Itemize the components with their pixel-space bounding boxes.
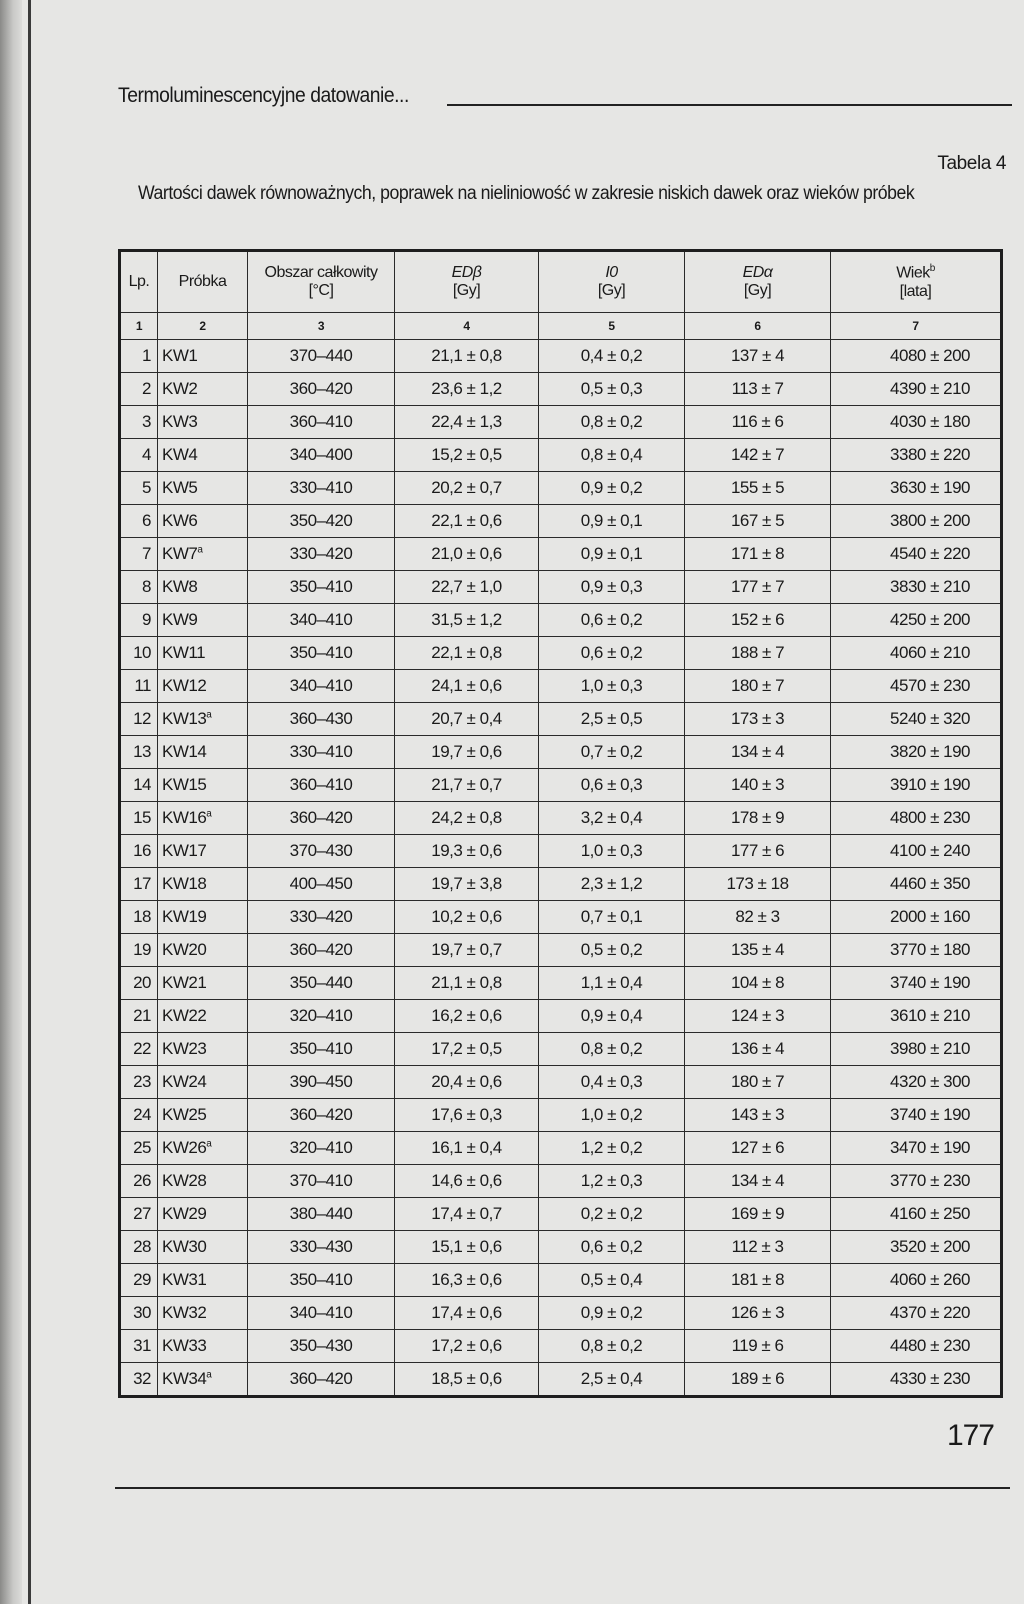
row-age: 4060 ± 210 bbox=[831, 637, 1002, 670]
row-i0: 0,8 ± 0,2 bbox=[539, 1033, 685, 1066]
row-lp: 32 bbox=[120, 1363, 158, 1397]
footer-rule bbox=[115, 1487, 1010, 1489]
row-eda: 178 ± 9 bbox=[685, 802, 831, 835]
table-row bbox=[120, 1231, 1002, 1264]
row-i0: 0,2 ± 0,2 bbox=[539, 1198, 685, 1231]
row-lp: 19 bbox=[120, 934, 158, 967]
row-eda: 171 ± 8 bbox=[685, 538, 831, 571]
row-edb: 21,0 ± 0,6 bbox=[395, 538, 539, 571]
row-i0: 0,4 ± 0,3 bbox=[539, 1066, 685, 1099]
table-row bbox=[120, 1297, 1002, 1330]
row-lp: 15 bbox=[120, 802, 158, 835]
row-lp: 29 bbox=[120, 1264, 158, 1297]
row-range: 390–450 bbox=[248, 1066, 395, 1099]
column-number-row bbox=[120, 313, 1002, 340]
row-sample: KW6 bbox=[158, 505, 248, 538]
row-age: 4800 ± 230 bbox=[831, 802, 1002, 835]
row-lp: 10 bbox=[120, 637, 158, 670]
row-sample: KW2 bbox=[158, 373, 248, 406]
row-range: 330–410 bbox=[248, 736, 395, 769]
row-age: 4540 ± 220 bbox=[831, 538, 1002, 571]
row-lp: 30 bbox=[120, 1297, 158, 1330]
row-age: 3610 ± 210 bbox=[831, 1000, 1002, 1033]
row-age: 4570 ± 230 bbox=[831, 670, 1002, 703]
row-range: 330–420 bbox=[248, 901, 395, 934]
row-age: 4080 ± 200 bbox=[831, 340, 1002, 373]
row-edb: 17,6 ± 0,3 bbox=[395, 1099, 539, 1132]
row-range: 350–420 bbox=[248, 505, 395, 538]
row-lp: 21 bbox=[120, 1000, 158, 1033]
table-row bbox=[120, 1165, 1002, 1198]
row-age: 2000 ± 160 bbox=[831, 901, 1002, 934]
row-i0: 1,0 ± 0,3 bbox=[539, 670, 685, 703]
row-eda: 137 ± 4 bbox=[685, 340, 831, 373]
row-i0: 0,4 ± 0,2 bbox=[539, 340, 685, 373]
header-rule bbox=[447, 104, 1012, 106]
row-range: 340–410 bbox=[248, 1297, 395, 1330]
row-edb: 17,2 ± 0,5 bbox=[395, 1033, 539, 1066]
row-eda: 116 ± 6 bbox=[685, 406, 831, 439]
row-sample: KW21 bbox=[158, 967, 248, 1000]
row-i0: 1,0 ± 0,3 bbox=[539, 835, 685, 868]
row-i0: 1,0 ± 0,2 bbox=[539, 1099, 685, 1132]
table-row bbox=[120, 1198, 1002, 1231]
row-age: 4250 ± 200 bbox=[831, 604, 1002, 637]
row-age: 3380 ± 220 bbox=[831, 439, 1002, 472]
row-i0: 0,6 ± 0,2 bbox=[539, 637, 685, 670]
table-row bbox=[120, 1363, 1002, 1397]
table-row bbox=[120, 340, 1002, 373]
page-number: 177 bbox=[946, 1419, 994, 1452]
table-row bbox=[120, 1330, 1002, 1363]
row-edb: 21,1 ± 0,8 bbox=[395, 967, 539, 1000]
row-i0: 3,2 ± 0,4 bbox=[539, 802, 685, 835]
row-i0: 0,9 ± 0,3 bbox=[539, 571, 685, 604]
table-body bbox=[120, 340, 1002, 1397]
row-sample: KW25 bbox=[158, 1099, 248, 1132]
header-sample: Próbka bbox=[158, 251, 248, 313]
row-sample: KW1 bbox=[158, 340, 248, 373]
row-eda: 143 ± 3 bbox=[685, 1099, 831, 1132]
row-range: 350–410 bbox=[248, 1033, 395, 1066]
row-edb: 17,4 ± 0,7 bbox=[395, 1198, 539, 1231]
row-edb: 20,4 ± 0,6 bbox=[395, 1066, 539, 1099]
table-row bbox=[120, 835, 1002, 868]
row-edb: 15,1 ± 0,6 bbox=[395, 1231, 539, 1264]
row-age: 3770 ± 230 bbox=[831, 1165, 1002, 1198]
row-eda: 169 ± 9 bbox=[685, 1198, 831, 1231]
header-edb: EDβ [Gy] bbox=[395, 251, 539, 313]
row-range: 360–420 bbox=[248, 1099, 395, 1132]
row-lp: 18 bbox=[120, 901, 158, 934]
row-i0: 0,7 ± 0,1 bbox=[539, 901, 685, 934]
row-lp: 5 bbox=[120, 472, 158, 505]
dose-age-table bbox=[118, 249, 1003, 1398]
row-age: 4060 ± 260 bbox=[831, 1264, 1002, 1297]
row-range: 340–410 bbox=[248, 670, 395, 703]
header-i0: I0 [Gy] bbox=[539, 251, 685, 313]
table-row bbox=[120, 571, 1002, 604]
row-sample: KW7$^a$ bbox=[158, 538, 248, 571]
table-row bbox=[120, 505, 1002, 538]
row-sample: KW16$^a$ bbox=[158, 802, 248, 835]
row-sample: KW11 bbox=[158, 637, 248, 670]
row-i0: 0,5 ± 0,4 bbox=[539, 1264, 685, 1297]
row-lp: 11 bbox=[120, 670, 158, 703]
footnote-marker: a bbox=[206, 709, 212, 721]
row-sample: KW9 bbox=[158, 604, 248, 637]
row-age: 4100 ± 240 bbox=[831, 835, 1002, 868]
row-age: 3980 ± 210 bbox=[831, 1033, 1002, 1066]
row-i0: 0,9 ± 0,1 bbox=[539, 538, 685, 571]
row-sample: KW24 bbox=[158, 1066, 248, 1099]
row-edb: 20,2 ± 0,7 bbox=[395, 472, 539, 505]
row-lp: 31 bbox=[120, 1330, 158, 1363]
row-lp: 14 bbox=[120, 769, 158, 802]
row-i0: 0,8 ± 0,4 bbox=[539, 439, 685, 472]
row-edb: 17,2 ± 0,6 bbox=[395, 1330, 539, 1363]
row-sample: KW5 bbox=[158, 472, 248, 505]
row-range: 320–410 bbox=[248, 1132, 395, 1165]
row-range: 360–420 bbox=[248, 1363, 395, 1397]
row-eda: 82 ± 3 bbox=[685, 901, 831, 934]
row-range: 400–450 bbox=[248, 868, 395, 901]
column-number: 5 bbox=[539, 313, 685, 340]
row-range: 340–400 bbox=[248, 439, 395, 472]
row-edb: 19,3 ± 0,6 bbox=[395, 835, 539, 868]
row-eda: 104 ± 8 bbox=[685, 967, 831, 1000]
row-age: 3830 ± 210 bbox=[831, 571, 1002, 604]
row-sample: KW3 bbox=[158, 406, 248, 439]
row-age: 3910 ± 190 bbox=[831, 769, 1002, 802]
row-age: 3740 ± 190 bbox=[831, 1099, 1002, 1132]
column-number: 4 bbox=[395, 313, 539, 340]
table-row bbox=[120, 439, 1002, 472]
row-edb: 22,7 ± 1,0 bbox=[395, 571, 539, 604]
running-head: Termoluminescencyjne datowanie... bbox=[118, 84, 409, 107]
table-row bbox=[120, 934, 1002, 967]
row-eda: 127 ± 6 bbox=[685, 1132, 831, 1165]
row-sample: KW14 bbox=[158, 736, 248, 769]
column-number: 1 bbox=[120, 313, 158, 340]
row-lp: 23 bbox=[120, 1066, 158, 1099]
table-row bbox=[120, 406, 1002, 439]
row-sample: KW13$^a$ bbox=[158, 703, 248, 736]
row-eda: 173 ± 3 bbox=[685, 703, 831, 736]
footnote-marker: a bbox=[206, 808, 212, 820]
row-eda: 152 ± 6 bbox=[685, 604, 831, 637]
row-i0: 0,6 ± 0,3 bbox=[539, 769, 685, 802]
row-range: 340–410 bbox=[248, 604, 395, 637]
footnote-marker: a bbox=[197, 544, 203, 556]
row-lp: 16 bbox=[120, 835, 158, 868]
row-lp: 17 bbox=[120, 868, 158, 901]
row-range: 380–440 bbox=[248, 1198, 395, 1231]
row-eda: 134 ± 4 bbox=[685, 736, 831, 769]
row-age: 3470 ± 190 bbox=[831, 1132, 1002, 1165]
row-eda: 134 ± 4 bbox=[685, 1165, 831, 1198]
row-lp: 27 bbox=[120, 1198, 158, 1231]
row-range: 330–420 bbox=[248, 538, 395, 571]
row-i0: 0,9 ± 0,4 bbox=[539, 1000, 685, 1033]
row-edb: 16,1 ± 0,4 bbox=[395, 1132, 539, 1165]
row-range: 360–410 bbox=[248, 406, 395, 439]
column-number: 7 bbox=[831, 313, 1002, 340]
row-sample: KW8 bbox=[158, 571, 248, 604]
row-range: 370–440 bbox=[248, 340, 395, 373]
table-row bbox=[120, 703, 1002, 736]
row-range: 360–420 bbox=[248, 373, 395, 406]
table-row bbox=[120, 472, 1002, 505]
table-row bbox=[120, 802, 1002, 835]
table-row bbox=[120, 736, 1002, 769]
row-lp: 12 bbox=[120, 703, 158, 736]
row-edb: 14,6 ± 0,6 bbox=[395, 1165, 539, 1198]
row-age: 3630 ± 190 bbox=[831, 472, 1002, 505]
row-lp: 4 bbox=[120, 439, 158, 472]
row-age: 3800 ± 200 bbox=[831, 505, 1002, 538]
row-eda: 135 ± 4 bbox=[685, 934, 831, 967]
row-edb: 17,4 ± 0,6 bbox=[395, 1297, 539, 1330]
row-eda: 142 ± 7 bbox=[685, 439, 831, 472]
table-caption: Wartości dawek równoważnych, poprawek na nieliniowość w zakresie niskich dawek oraz wieków próbek bbox=[138, 183, 915, 204]
row-i0: 0,5 ± 0,2 bbox=[539, 934, 685, 967]
row-edb: 19,7 ± 0,7 bbox=[395, 934, 539, 967]
row-lp: 8 bbox=[120, 571, 158, 604]
row-range: 350–430 bbox=[248, 1330, 395, 1363]
row-sample: KW31 bbox=[158, 1264, 248, 1297]
row-edb: 22,1 ± 0,8 bbox=[395, 637, 539, 670]
row-sample: KW12 bbox=[158, 670, 248, 703]
row-range: 360–410 bbox=[248, 769, 395, 802]
row-i0: 0,7 ± 0,2 bbox=[539, 736, 685, 769]
column-number: 6 bbox=[685, 313, 831, 340]
table-row bbox=[120, 637, 1002, 670]
row-sample: KW34$^a$ bbox=[158, 1363, 248, 1397]
table-row bbox=[120, 1066, 1002, 1099]
row-i0: 0,6 ± 0,2 bbox=[539, 604, 685, 637]
row-edb: 21,7 ± 0,7 bbox=[395, 769, 539, 802]
table-row bbox=[120, 1000, 1002, 1033]
row-edb: 31,5 ± 1,2 bbox=[395, 604, 539, 637]
row-lp: 20 bbox=[120, 967, 158, 1000]
row-edb: 21,1 ± 0,8 bbox=[395, 340, 539, 373]
row-eda: 119 ± 6 bbox=[685, 1330, 831, 1363]
row-sample: KW19 bbox=[158, 901, 248, 934]
row-range: 370–410 bbox=[248, 1165, 395, 1198]
row-eda: 126 ± 3 bbox=[685, 1297, 831, 1330]
row-age: 4370 ± 220 bbox=[831, 1297, 1002, 1330]
row-sample: KW15 bbox=[158, 769, 248, 802]
table-row bbox=[120, 769, 1002, 802]
row-range: 350–440 bbox=[248, 967, 395, 1000]
table-row bbox=[120, 967, 1002, 1000]
row-age: 4460 ± 350 bbox=[831, 868, 1002, 901]
row-lp: 7 bbox=[120, 538, 158, 571]
row-eda: 189 ± 6 bbox=[685, 1363, 831, 1397]
row-range: 350–410 bbox=[248, 1264, 395, 1297]
row-range: 360–420 bbox=[248, 802, 395, 835]
row-age: 3520 ± 200 bbox=[831, 1231, 1002, 1264]
row-eda: 188 ± 7 bbox=[685, 637, 831, 670]
row-eda: 113 ± 7 bbox=[685, 373, 831, 406]
row-range: 350–410 bbox=[248, 637, 395, 670]
header-eda: EDα [Gy] bbox=[685, 251, 831, 313]
row-age: 4330 ± 230 bbox=[831, 1363, 1002, 1397]
row-sample: KW30 bbox=[158, 1231, 248, 1264]
row-i0: 2,5 ± 0,4 bbox=[539, 1363, 685, 1397]
row-i0: 1,2 ± 0,2 bbox=[539, 1132, 685, 1165]
row-range: 320–410 bbox=[248, 1000, 395, 1033]
table-header-row bbox=[120, 251, 1002, 313]
column-number: 2 bbox=[158, 313, 248, 340]
row-sample: KW20 bbox=[158, 934, 248, 967]
margin-rule bbox=[28, 0, 31, 1604]
row-edb: 10,2 ± 0,6 bbox=[395, 901, 539, 934]
row-edb: 16,3 ± 0,6 bbox=[395, 1264, 539, 1297]
table-row bbox=[120, 901, 1002, 934]
row-lp: 22 bbox=[120, 1033, 158, 1066]
row-edb: 20,7 ± 0,4 bbox=[395, 703, 539, 736]
row-range: 350–410 bbox=[248, 571, 395, 604]
row-edb: 19,7 ± 3,8 bbox=[395, 868, 539, 901]
row-sample: KW28 bbox=[158, 1165, 248, 1198]
row-range: 330–410 bbox=[248, 472, 395, 505]
row-lp: 24 bbox=[120, 1099, 158, 1132]
row-edb: 16,2 ± 0,6 bbox=[395, 1000, 539, 1033]
row-edb: 22,4 ± 1,3 bbox=[395, 406, 539, 439]
row-eda: 140 ± 3 bbox=[685, 769, 831, 802]
row-eda: 180 ± 7 bbox=[685, 670, 831, 703]
row-range: 360–430 bbox=[248, 703, 395, 736]
row-i0: 0,5 ± 0,3 bbox=[539, 373, 685, 406]
row-age: 4030 ± 180 bbox=[831, 406, 1002, 439]
row-sample: KW4 bbox=[158, 439, 248, 472]
row-edb: 23,6 ± 1,2 bbox=[395, 373, 539, 406]
row-age: 4480 ± 230 bbox=[831, 1330, 1002, 1363]
book-spine-shadow bbox=[0, 0, 22, 1604]
header-lp: Lp. bbox=[120, 251, 158, 313]
row-edb: 19,7 ± 0,6 bbox=[395, 736, 539, 769]
row-age: 5240 ± 320 bbox=[831, 703, 1002, 736]
row-i0: 1,2 ± 0,3 bbox=[539, 1165, 685, 1198]
row-edb: 24,2 ± 0,8 bbox=[395, 802, 539, 835]
row-age: 4160 ± 250 bbox=[831, 1198, 1002, 1231]
table-row bbox=[120, 1264, 1002, 1297]
row-eda: 181 ± 8 bbox=[685, 1264, 831, 1297]
row-age: 3820 ± 190 bbox=[831, 736, 1002, 769]
row-eda: 177 ± 6 bbox=[685, 835, 831, 868]
row-eda: 173 ± 18 bbox=[685, 868, 831, 901]
row-lp: 26 bbox=[120, 1165, 158, 1198]
row-edb: 24,1 ± 0,6 bbox=[395, 670, 539, 703]
row-i0: 0,8 ± 0,2 bbox=[539, 1330, 685, 1363]
table-row bbox=[120, 1033, 1002, 1066]
row-sample: KW29 bbox=[158, 1198, 248, 1231]
row-age: 4390 ± 210 bbox=[831, 373, 1002, 406]
table-row bbox=[120, 538, 1002, 571]
row-eda: 167 ± 5 bbox=[685, 505, 831, 538]
row-sample: KW23 bbox=[158, 1033, 248, 1066]
row-lp: 25 bbox=[120, 1132, 158, 1165]
table-row bbox=[120, 373, 1002, 406]
row-i0: 2,3 ± 1,2 bbox=[539, 868, 685, 901]
footnote-marker: a bbox=[206, 1369, 212, 1381]
row-age: 3770 ± 180 bbox=[831, 934, 1002, 967]
row-range: 360–420 bbox=[248, 934, 395, 967]
column-number: 3 bbox=[248, 313, 395, 340]
row-sample: KW17 bbox=[158, 835, 248, 868]
row-lp: 9 bbox=[120, 604, 158, 637]
row-eda: 155 ± 5 bbox=[685, 472, 831, 505]
row-eda: 177 ± 7 bbox=[685, 571, 831, 604]
row-age: 4320 ± 300 bbox=[831, 1066, 1002, 1099]
row-sample: KW22 bbox=[158, 1000, 248, 1033]
row-i0: 0,6 ± 0,2 bbox=[539, 1231, 685, 1264]
row-lp: 28 bbox=[120, 1231, 158, 1264]
row-sample: KW18 bbox=[158, 868, 248, 901]
row-sample: KW33 bbox=[158, 1330, 248, 1363]
row-lp: 3 bbox=[120, 406, 158, 439]
row-edb: 22,1 ± 0,6 bbox=[395, 505, 539, 538]
row-eda: 180 ± 7 bbox=[685, 1066, 831, 1099]
row-i0: 0,9 ± 0,1 bbox=[539, 505, 685, 538]
row-lp: 6 bbox=[120, 505, 158, 538]
row-edb: 18,5 ± 0,6 bbox=[395, 1363, 539, 1397]
table-row bbox=[120, 670, 1002, 703]
table-row bbox=[120, 604, 1002, 637]
row-sample: KW32 bbox=[158, 1297, 248, 1330]
row-sample: KW26$^a$ bbox=[158, 1132, 248, 1165]
row-lp: 1 bbox=[120, 340, 158, 373]
header-area: Obszar całkowity [°C] bbox=[248, 251, 395, 313]
row-i0: 2,5 ± 0,5 bbox=[539, 703, 685, 736]
row-range: 370–430 bbox=[248, 835, 395, 868]
row-i0: 0,8 ± 0,2 bbox=[539, 406, 685, 439]
row-i0: 0,9 ± 0,2 bbox=[539, 472, 685, 505]
row-range: 330–430 bbox=[248, 1231, 395, 1264]
row-eda: 136 ± 4 bbox=[685, 1033, 831, 1066]
row-i0: 1,1 ± 0,4 bbox=[539, 967, 685, 1000]
row-lp: 2 bbox=[120, 373, 158, 406]
table-label: Tabela 4 bbox=[937, 153, 1006, 174]
header-age: Wiek$^b$ [lata] bbox=[831, 251, 1002, 313]
row-lp: 13 bbox=[120, 736, 158, 769]
table-row bbox=[120, 1132, 1002, 1165]
row-eda: 124 ± 3 bbox=[685, 1000, 831, 1033]
row-edb: 15,2 ± 0,5 bbox=[395, 439, 539, 472]
row-i0: 0,9 ± 0,2 bbox=[539, 1297, 685, 1330]
table-row bbox=[120, 1099, 1002, 1132]
row-age: 3740 ± 190 bbox=[831, 967, 1002, 1000]
row-eda: 112 ± 3 bbox=[685, 1231, 831, 1264]
footnote-marker: a bbox=[206, 1138, 212, 1150]
table-row bbox=[120, 868, 1002, 901]
